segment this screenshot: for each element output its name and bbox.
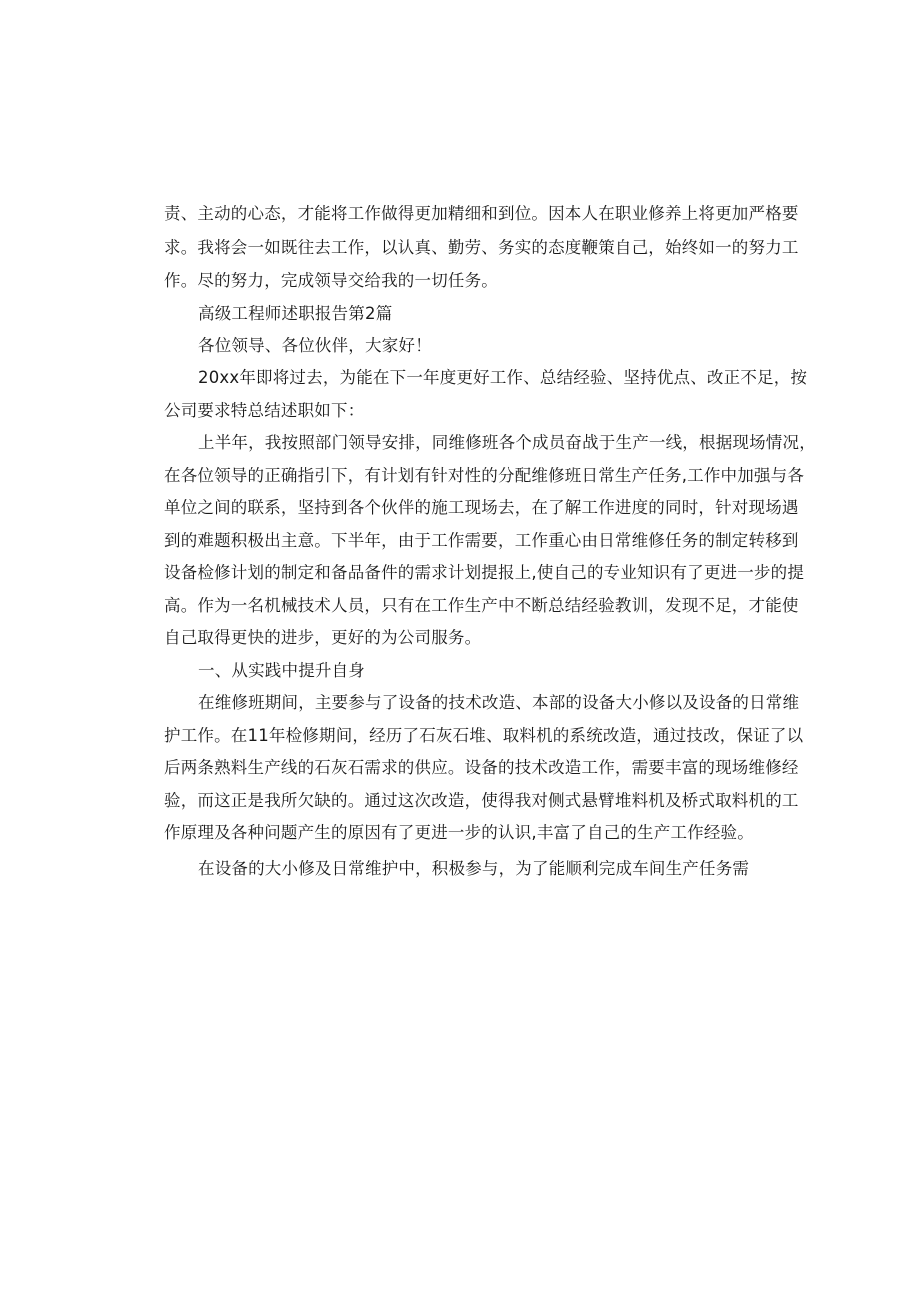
paragraph-line: 护工作。在11年检修期间，经历了石灰石堆、取料机的系统改造，通过技改，保证了以 [164,726,804,745]
paragraph-line: 验，而这正是我所欠缺的。通过这次改造，使得我对侧式悬臂堆料机及桥式取料机的工 [164,791,799,810]
paragraph-line: 设备检修计划的制定和备品备件的需求计划提报上,使自己的专业知识有了更进一步的提 [164,563,805,582]
greeting-line: 各位领导、各位伙伴，大家好！ [198,336,432,355]
paragraph-line: 自己取得更快的进步，更好的为公司服务。 [164,628,482,647]
subsection-heading: 一、从实践中提升自身 [198,661,365,680]
paragraph-line: 在设备的大小修及日常维护中，积极参与，为了能顺利完成车间生产任务需 [198,859,750,878]
paragraph-line: 上半年，我按照部门领导安排，同维修班各个成员奋战于生产一线，根据现场情况， [198,433,816,452]
paragraph-line: 后两条熟料生产线的石灰石需求的供应。设备的技术改造工作，需要丰富的现场维修经 [164,758,799,777]
paragraph-line: 公司要求特总结述职如下： [164,401,365,420]
paragraph-line: 作原理及各种问题产生的原因有了更进一步的认识,丰富了自己的生产工作经验。 [164,823,754,842]
paragraph-line: 高。作为一名机械技术人员，只有在工作生产中不断总结经验教训，发现不足，才能使 [164,596,799,615]
paragraph-line: 20xx年即将过去，为能在下一年度更好工作、总结经验、坚持优点、改正不足，按 [198,368,808,387]
section-title: 高级工程师述职报告第2篇 [198,304,393,323]
paragraph-line: 责、主动的心态，才能将工作做得更加精细和到位。因本人在职业修养上将更加严格要 [164,204,799,223]
paragraph-line: 单位之间的联系，坚持到各个伙伴的施工现场去，在了解工作进度的同时，针对现场遇 [164,498,799,517]
paragraph-line: 在维修班期间，主要参与了设备的技术改造、本部的设备大小修以及设备的日常维 [198,693,800,712]
paragraph-line: 求。我将会一如既往去工作，以认真、勤劳、务实的态度鞭策自己，始终如一的努力工 [164,238,799,257]
paragraph-line: 到的难题积极出主意。下半年，由于工作需要，工作重心由日常维修任务的制定转移到 [164,531,799,550]
paragraph-line: 作。尽的努力，完成领导交给我的一切任务。 [164,271,498,290]
paragraph-line: 在各位领导的正确指引下，有计划有针对性的分配维修班日常生产任务,工作中加强与各 [164,466,805,485]
